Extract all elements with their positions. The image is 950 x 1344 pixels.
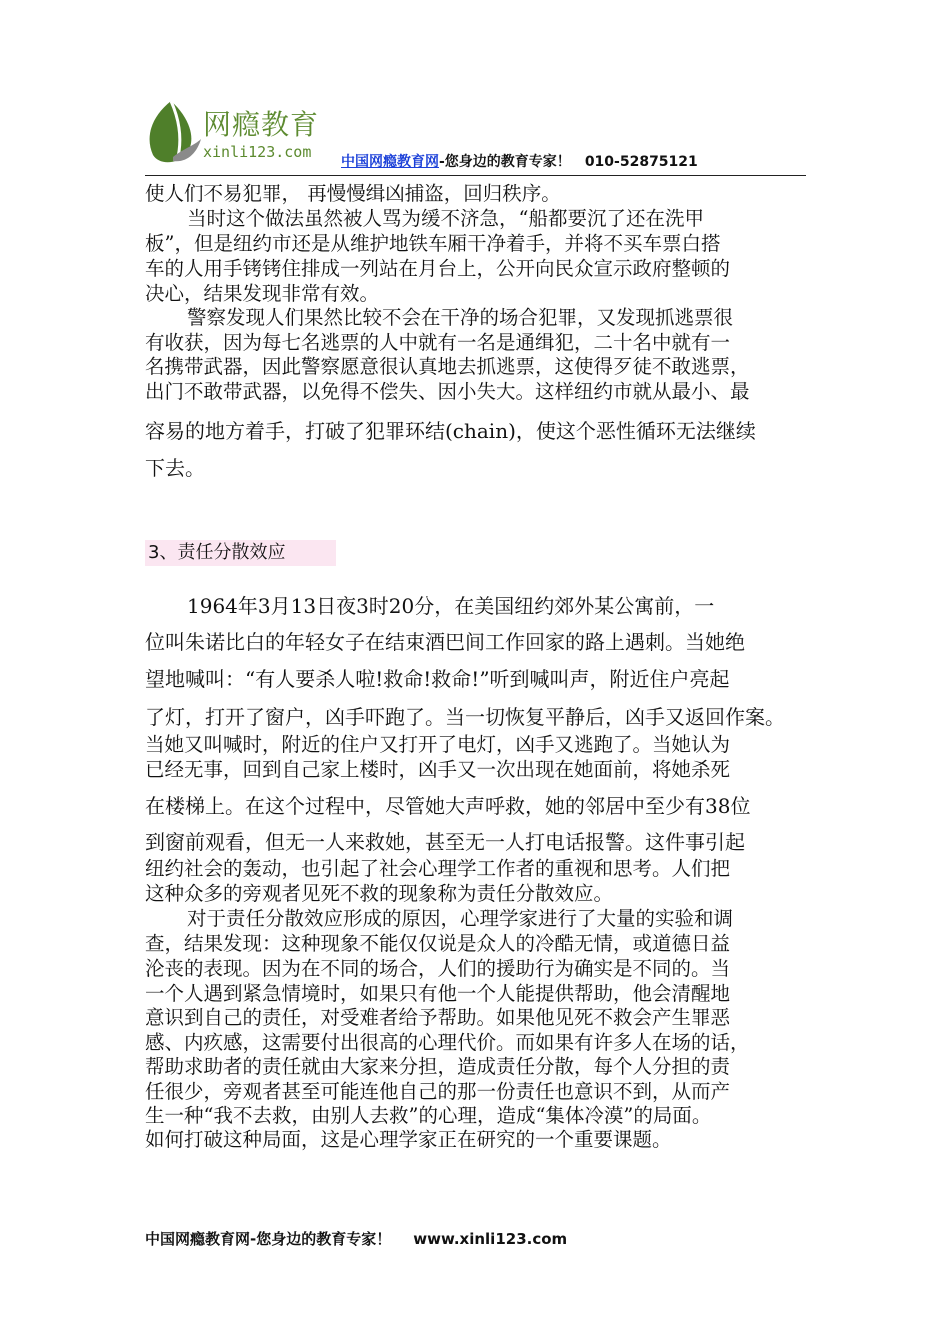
text-line: 使人们不易犯罪， 再慢慢缉凶捕盗，回归秩序。 — [145, 182, 561, 205]
text-line: 纽约社会的轰动，也引起了社会心理学工作者的重视和思考。人们把 — [145, 857, 731, 880]
header-divider — [145, 175, 806, 176]
text-line: 查，结果发现：这种现象不能仅仅说是众人的冷酷无情，或道德日益 — [145, 932, 731, 955]
text-line: 名携带武器，因此警察愿意很认真地去抓逃票，这使得歹徒不敢逃票， — [145, 355, 750, 378]
header-tagline: -您身边的教育专家！ — [439, 154, 571, 170]
text-line: 容易的地方着手，打破了犯罪环结(chain)，使这个恶性循环无法继续 — [145, 419, 756, 443]
text-line: 位叫朱诺比白的年轻女子在结束酒巴间工作回家的路上遇刺。当她绝 — [145, 630, 745, 654]
text-line: 这种众多的旁观者见死不救的现象称为责任分散效应。 — [145, 882, 614, 905]
header-phone: 010-52875121 — [584, 154, 698, 170]
text-line: 生一种“我不去救，由别人去救”的心理，造成“集体冷漠”的局面。 — [145, 1104, 712, 1127]
text-line: 感、内疚感，这需要付出很高的心理代价。而如果有许多人在场的话， — [145, 1031, 750, 1054]
text-line: 意识到自己的责任，对受难者给予帮助。如果他见死不救会产生罪恶 — [145, 1006, 731, 1029]
text-line: 到窗前观看，但无一人来救她，甚至无一人打电话报警。这件事引起 — [145, 830, 745, 854]
text-line: 望地喊叫：“有人要杀人啦!救命!救命!”听到喊叫声，附近住户亮起 — [145, 667, 730, 691]
text-line: 下去。 — [145, 456, 205, 480]
text-line: 如何打破这种局面，这是心理学家正在研究的一个重要课题。 — [145, 1128, 672, 1151]
site-link[interactable]: 中国网瘾教育网 — [341, 154, 439, 170]
header-line — [145, 151, 698, 171]
text-line: 对于责任分散效应形成的原因，心理学家进行了大量的实验和调 — [187, 907, 734, 930]
text-line: 板”，但是纽约市还是从维护地铁车厢干净着手，并将不买车票白搭 — [145, 232, 721, 255]
text-line: 沦丧的表现。因为在不同的场合，人们的援助行为确实是不同的。当 — [145, 957, 731, 980]
footer-url[interactable]: www.xinli123.com — [413, 1230, 568, 1248]
text-line: 当时这个做法虽然被人骂为缓不济急，“船都要沉了还在洗甲 — [187, 207, 704, 230]
text-line: 任很少，旁观者甚至可能连他自己的那一份责任也意识不到，从而产 — [145, 1080, 731, 1103]
text-line: 已经无事，回到自己家上楼时，凶手又一次出现在她面前，将她杀死 — [145, 758, 731, 781]
text-line: 决心，结果发现非常有效。 — [145, 282, 380, 305]
text-line: 一个人遇到紧急情境时，如果只有他一个人能提供帮助，他会清醒地 — [145, 982, 731, 1005]
text-line: 当她又叫喊时，附近的住户又打开了电灯，凶手又逃跑了。当她认为 — [145, 733, 731, 756]
text-line: 警察发现人们果然比较不会在干净的场合犯罪，又发现抓逃票很 — [187, 306, 734, 329]
logo-url: xinli123.com — [203, 143, 312, 161]
footer-text: 中国网瘾教育网-您身边的教育专家！ — [145, 1230, 392, 1248]
section-heading: 3、责任分散效应 — [145, 540, 336, 566]
text-line: 有收获，因为每七名逃票的人中就有一名是通缉犯，二十名中就有一 — [145, 331, 731, 354]
footer — [145, 1228, 567, 1249]
text-line: 出门不敢带武器，以免得不偿失、因小失大。这样纽约市就从最小、最 — [145, 380, 750, 403]
text-line: 帮助求助者的责任就由大家来分担，造成责任分散，每个人分担的责 — [145, 1055, 731, 1078]
text-line: 了灯，打开了窗户，凶手吓跑了。当一切恢复平静后，凶手又返回作案。 — [145, 705, 785, 729]
text-line: 在楼梯上。在这个过程中，尽管她大声呼救，她的邻居中至少有38位 — [145, 794, 751, 818]
logo-title: 网瘾教育 — [203, 108, 320, 141]
text-line: 1964年3月13日夜3时20分，在美国纽约郊外某公寓前，一 — [187, 594, 715, 618]
text-line: 车的人用手铐铐住排成一列站在月台上，公开向民众宣示政府整顿的 — [145, 257, 731, 280]
